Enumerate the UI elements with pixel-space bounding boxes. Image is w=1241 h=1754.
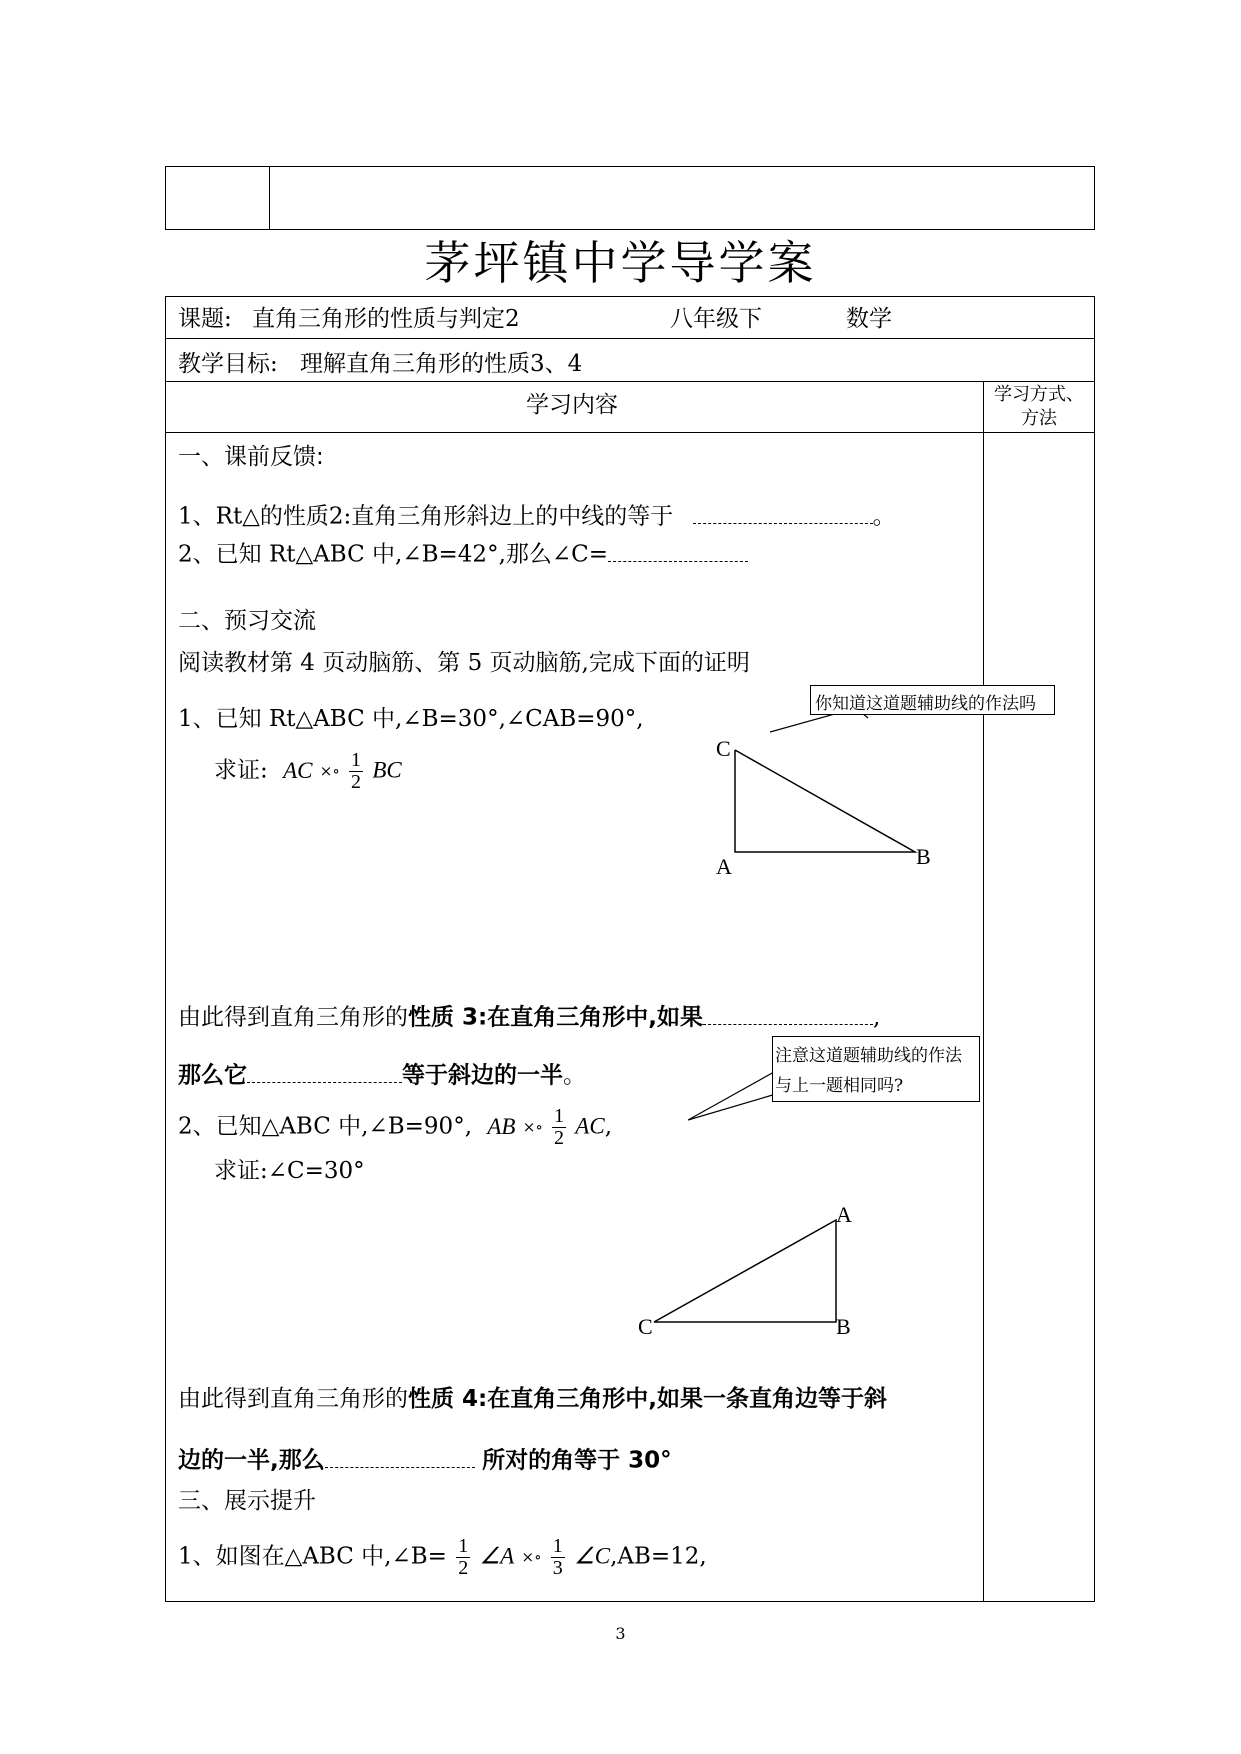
section3-q1-suffix: ,AB=12, [610, 1543, 707, 1570]
problem2-given [178, 1106, 612, 1149]
triangle1-vertex-a: A [716, 854, 732, 879]
problem2-comma: , [604, 1113, 612, 1140]
callout1 [810, 685, 1055, 715]
problem2-rhs: AC [575, 1113, 605, 1139]
section2-heading: 二、预习交流 [178, 608, 316, 634]
row-divider-course [165, 338, 1095, 339]
callout1-text: 你知道这道题辅助线的作法吗 [815, 694, 1036, 714]
section3-q1-prefix: 1、如图在△ABC 中,∠B= [178, 1543, 447, 1570]
answer-blank[interactable] [608, 540, 748, 562]
section1-q2-text: 2、已知 Rt△ABC 中,∠B=42°,那么∠C= [178, 541, 609, 568]
problem1-prove [214, 750, 402, 793]
property4-line2a: 边的一半,那么 [178, 1447, 325, 1474]
section2-intro: 阅读教材第 4 页动脑筋、第 5 页动脑筋,完成下面的证明 [178, 650, 750, 676]
course-subject: 数学 [846, 306, 892, 332]
problem2-lhs: AB [487, 1113, 516, 1139]
triangle2-vertex-c: C [638, 1314, 653, 1339]
property3-line2a: 那么它 [178, 1062, 247, 1089]
answer-blank[interactable] [693, 502, 873, 524]
property4-line2 [178, 1446, 672, 1473]
course-label: 课题: [178, 306, 232, 332]
problem1-eq: ×∘ [319, 762, 340, 780]
problem1-prove-label: 求证: [214, 757, 268, 784]
section1-q2 [178, 540, 748, 567]
property3-line1 [178, 1003, 880, 1030]
problem1-rhs: BC [372, 757, 402, 783]
problem2-eq: ×∘ [522, 1118, 543, 1136]
property3-end: , [872, 1004, 881, 1031]
property3-bold: 性质 3:在直角三角形中,如果 [408, 1004, 703, 1031]
triangle1-vertex-c: C [716, 736, 731, 761]
row-divider-columns [165, 432, 1095, 433]
answer-blank[interactable] [703, 1003, 873, 1025]
fraction: $\frac{1}{3}$ [552, 1535, 563, 1579]
column-header-content: 学习内容 [526, 392, 618, 418]
column-divider [983, 381, 984, 1602]
answer-blank[interactable] [325, 1446, 475, 1468]
problem2-given-text: 2、已知△ABC 中,∠B=90°, [178, 1113, 473, 1140]
fraction: $\frac{1}{2}$ [351, 749, 361, 793]
callout2-text-2: 与上一题相同吗? [775, 1076, 904, 1096]
page-title: 茅坪镇中学导学案 [424, 236, 817, 290]
objective-label: 教学目标: [178, 351, 278, 377]
section3-heading: 三、展示提升 [178, 1488, 316, 1514]
angle-a: ∠A [479, 1543, 515, 1569]
property3-lead: 由此得到直角三角形的 [178, 1004, 408, 1031]
objective-text: 理解直角三角形的性质3、4 [300, 351, 583, 377]
column-header-method-2: 方法 [1021, 408, 1057, 429]
property3-line2 [178, 1061, 586, 1088]
header-box [165, 166, 1095, 230]
row-divider-objective [165, 381, 1095, 382]
property4-lead: 由此得到直角三角形的 [178, 1386, 408, 1412]
page-number: 3 [615, 1624, 626, 1643]
section3-q1 [178, 1536, 707, 1579]
callout2 [772, 1036, 980, 1102]
course-grade: 八年级下 [670, 306, 762, 332]
callout2-text-1: 注意这道题辅助线的作法 [775, 1046, 962, 1066]
header-box-divider [269, 167, 270, 229]
property4-bold: 性质 4:在直角三角形中,如果一条直角边等于斜 [408, 1386, 887, 1412]
column-header-method-1: 学习方式、 [994, 384, 1084, 405]
section3-eq: ×∘ [521, 1548, 542, 1566]
triangle2-figure [640, 1210, 860, 1340]
problem1-lhs: AC [283, 757, 313, 783]
section1-heading: 一、课前反馈: [178, 444, 324, 470]
problem2-prove: 求证:∠C=30° [214, 1158, 365, 1184]
angle-c: ∠C [574, 1543, 611, 1569]
property4-line1 [178, 1388, 887, 1411]
section1-q1-suffix: 。 [872, 503, 896, 530]
triangle2-vertex-a: A [836, 1202, 852, 1227]
problem1-given: 1、已知 Rt△ABC 中,∠B=30°,∠CAB=90°, [178, 706, 644, 732]
triangle2-vertex-b: B [836, 1314, 851, 1339]
answer-blank[interactable] [247, 1061, 402, 1083]
property4-line2b: 所对的角等于 30° [482, 1447, 672, 1474]
property3-line2b: 等于斜边的一半 [402, 1062, 563, 1089]
fraction: $\frac{1}{2}$ [458, 1535, 469, 1579]
triangle1-vertex-b: B [916, 844, 931, 869]
course-name: 直角三角形的性质与判定2 [252, 306, 520, 332]
section1-q1-text: 1、Rt△的性质2:直角三角形斜边上的中线的等于 [178, 503, 674, 530]
section1-q1 [178, 502, 896, 529]
fraction: $\frac{1}{2}$ [553, 1105, 564, 1149]
property3-line2c: 。 [563, 1062, 586, 1089]
